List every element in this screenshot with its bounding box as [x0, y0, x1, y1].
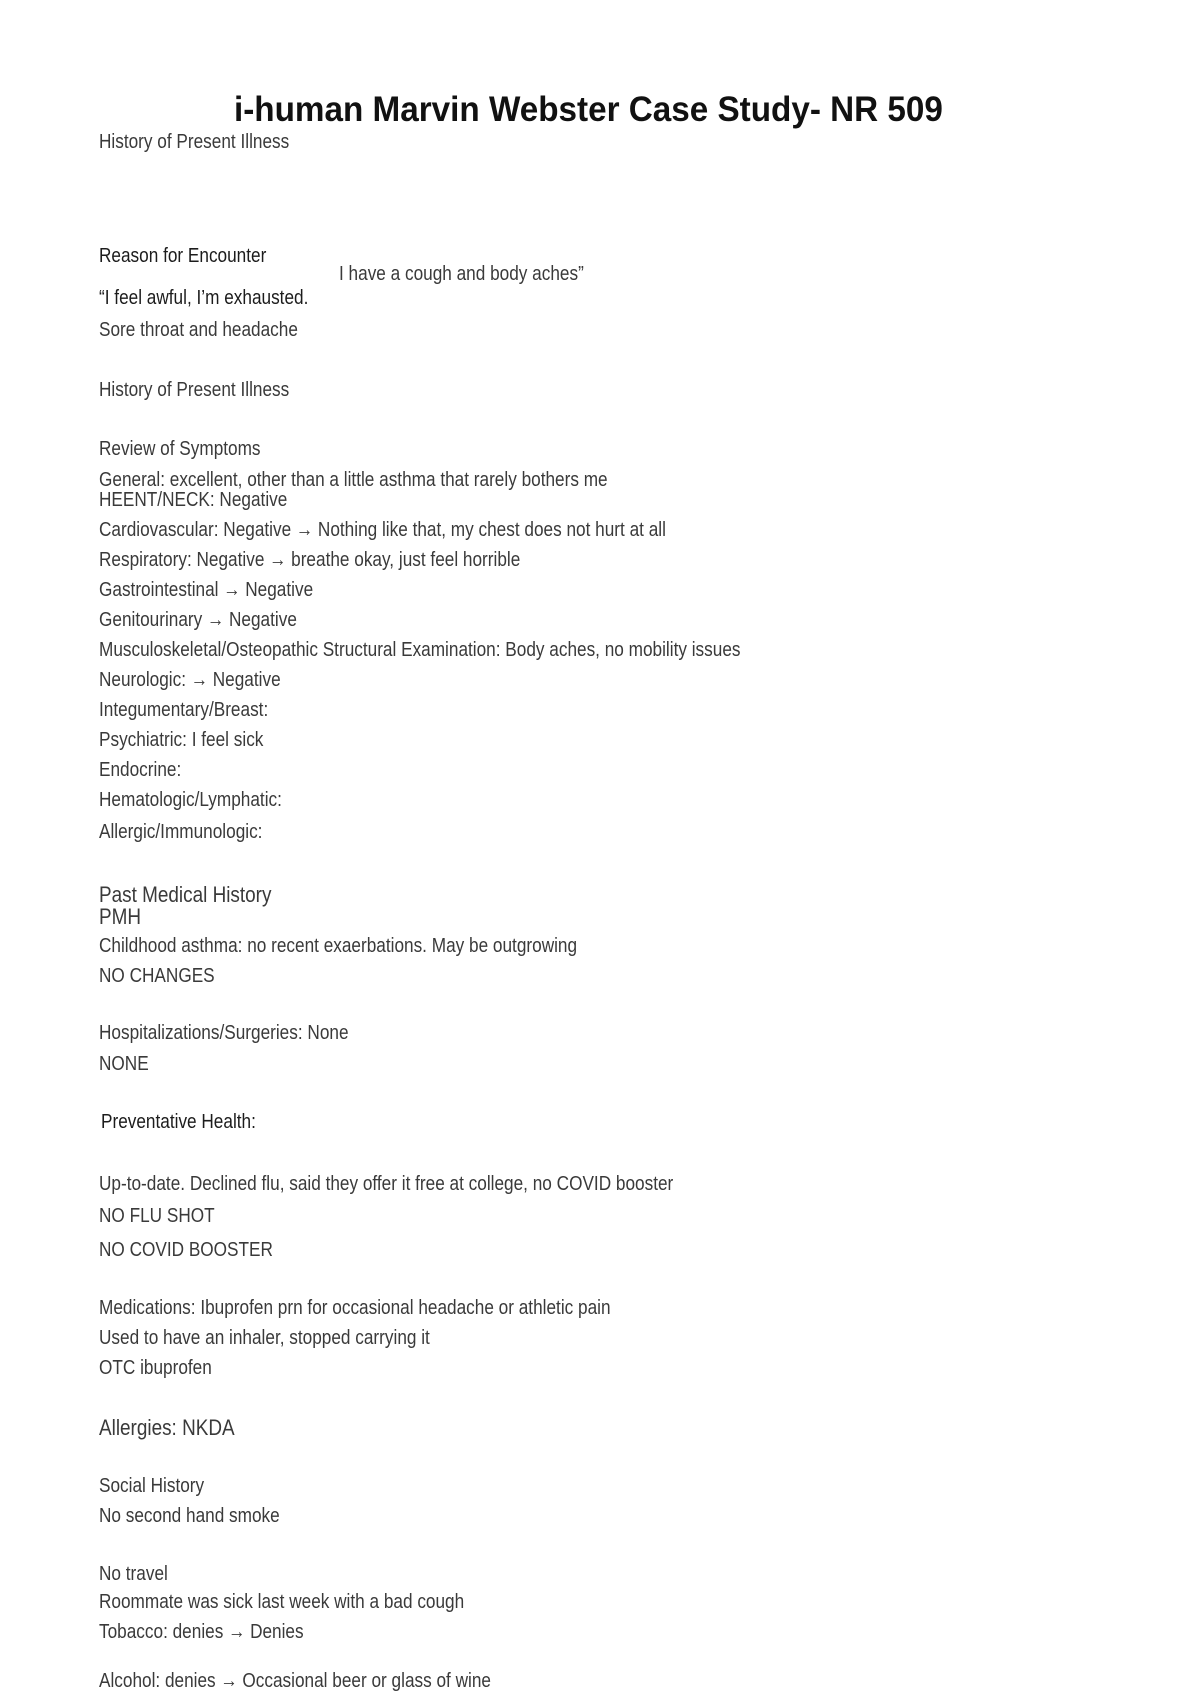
ros-item: Cardiovascular: Negative → Nothing like that, my chest does not hurt at all [99, 519, 666, 541]
pmh-subheading: PMH [99, 904, 142, 929]
page-title: i-human Marvin Webster Case Study- NR 509 [234, 90, 943, 129]
medications: Medications: Ibuprofen prn for occasional headache or athletic pain [99, 1297, 611, 1319]
allergies: Allergies: NKDA [99, 1415, 235, 1440]
ros-item: Respiratory: Negative → breathe okay, just feel horrible [99, 549, 521, 571]
ros-item: Integumentary/Breast: [99, 699, 269, 721]
pmh-no-changes: NO CHANGES [99, 965, 215, 987]
pmh-heading: Past Medical History [99, 882, 272, 907]
social-tobacco: Tobacco: denies → Denies [99, 1621, 304, 1643]
reason-quote: “I feel awful, I’m exhausted. [99, 287, 309, 309]
medications-inhaler: Used to have an inhaler, stopped carrying it [99, 1327, 430, 1349]
preventative-heading: Preventative Health: [101, 1111, 256, 1133]
preventative-status: Up-to-date. Declined flu, said they offer it free at college, no COVID booster [99, 1173, 674, 1195]
preventative-covid: NO COVID BOOSTER [99, 1239, 273, 1261]
ros-item: Hematologic/Lymphatic: [99, 789, 282, 811]
reason-heading: Reason for Encounter [99, 245, 267, 267]
social-travel: No travel [99, 1563, 168, 1585]
ros-item: Genitourinary → Negative [99, 609, 297, 631]
ros-item: HEENT/NECK: Negative [99, 489, 288, 511]
ros-heading: Review of Symptoms [99, 438, 261, 460]
pmh-asthma: Childhood asthma: no recent exaerbations. May be outgrowing [99, 935, 578, 957]
ros-item: Neurologic: → Negative [99, 669, 281, 691]
hospitalizations-none: NONE [99, 1053, 149, 1075]
ros-item: Gastrointestinal → Negative [99, 579, 314, 601]
hpi-heading-top: History of Present Illness [99, 131, 290, 153]
preventative-flu: NO FLU SHOT [99, 1205, 215, 1227]
ros-item: Psychiatric: I feel sick [99, 729, 264, 751]
ros-item: Allergic/Immunologic: [99, 821, 263, 843]
ros-item: Musculoskeletal/Osteopathic Structural Examination: Body aches, no mobility issues [99, 639, 741, 661]
ros-item: Endocrine: [99, 759, 182, 781]
hospitalizations: Hospitalizations/Surgeries: None [99, 1022, 349, 1044]
social-alcohol: Alcohol: denies → Occasional beer or glass of wine [99, 1670, 491, 1692]
social-smoke: No second hand smoke [99, 1505, 280, 1527]
ros-item: General: excellent, other than a little asthma that rarely bothers me [99, 469, 608, 491]
hpi-heading: History of Present Illness [99, 379, 290, 401]
reason-quote-continued: I have a cough and body aches” [339, 263, 584, 285]
medications-otc: OTC ibuprofen [99, 1357, 212, 1379]
reason-symptoms: Sore throat and headache [99, 319, 298, 341]
social-roommate: Roommate was sick last week with a bad cough [99, 1591, 465, 1613]
social-heading: Social History [99, 1475, 205, 1497]
